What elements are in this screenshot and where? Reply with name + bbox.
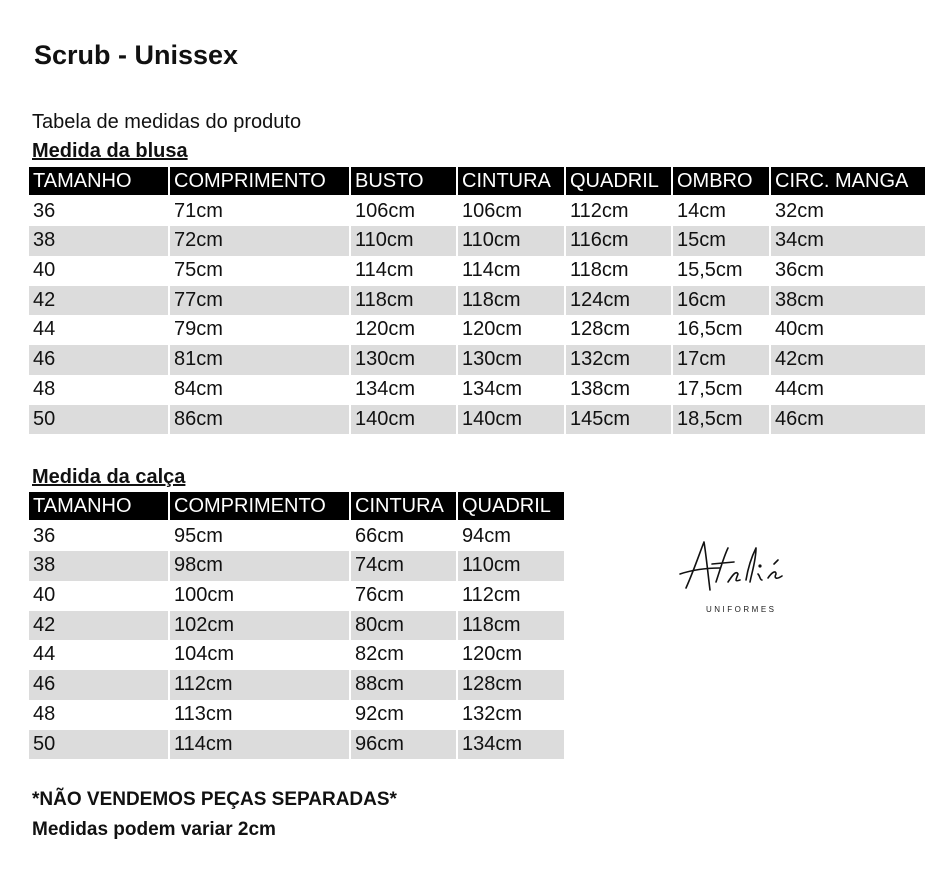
table-row [29, 286, 927, 316]
table-cell: 128cm [570, 318, 631, 341]
table-cell: 98cm [170, 551, 349, 581]
column-header: QUADRIL [458, 492, 564, 520]
table-cell: 46cm [771, 405, 925, 435]
table-cell: 16,5cm [677, 318, 743, 341]
column-header: CIRC. MANGA [771, 167, 925, 195]
table-cell: 114cm [355, 259, 414, 282]
table-cell: 120cm [462, 643, 523, 666]
table-cell: 110cm [351, 226, 456, 256]
table-cell: 50 [29, 405, 168, 435]
table-cell: 40 [33, 259, 56, 282]
table-cell: 124cm [566, 286, 671, 316]
column-header: BUSTO [351, 167, 456, 195]
table-cell: 80cm [351, 611, 456, 641]
table-cell: 44cm [775, 377, 824, 400]
table-cell: 72cm [170, 226, 349, 256]
table-row [29, 730, 566, 760]
table-cell: 134cm [462, 377, 523, 400]
table-cell: 66cm [355, 524, 404, 547]
table-cell: 46 [29, 670, 168, 700]
table-cell: 48 [33, 377, 56, 400]
table-cell: 71cm [174, 199, 223, 222]
column-header: QUADRIL [566, 167, 671, 195]
table-cell: 114cm [170, 730, 349, 760]
table-cell: 145cm [566, 405, 671, 435]
table-cell: 74cm [351, 551, 456, 581]
table-cell: 40 [33, 584, 56, 607]
blusa-size-table [29, 167, 927, 434]
table-cell: 140cm [458, 405, 564, 435]
table-cell: 112cm [570, 199, 629, 222]
table-cell: 36cm [775, 259, 824, 282]
table-cell: 110cm [458, 226, 564, 256]
table-cell: 110cm [458, 551, 564, 581]
table-cell: 134cm [355, 377, 416, 400]
table-cell: 36 [33, 199, 56, 222]
table-cell: 81cm [170, 345, 349, 375]
table-cell: 95cm [174, 524, 223, 547]
table-row [29, 611, 566, 641]
table-cell: 116cm [566, 226, 671, 256]
table-cell: 130cm [458, 345, 564, 375]
table-row [29, 345, 927, 375]
table-cell: 104cm [174, 643, 235, 666]
table-row [29, 226, 927, 256]
table-cell: 82cm [355, 643, 404, 666]
table-cell: 14cm [677, 199, 726, 222]
table-cell: 42 [29, 611, 168, 641]
table-cell: 15cm [673, 226, 769, 256]
table-cell: 48 [33, 702, 56, 725]
table-cell: 79cm [174, 318, 223, 341]
table-cell: 46 [29, 345, 168, 375]
table-cell: 120cm [462, 318, 523, 341]
table-cell: 42 [29, 286, 168, 316]
table-cell: 128cm [458, 670, 564, 700]
table-cell: 88cm [351, 670, 456, 700]
table-cell: 118cm [458, 286, 564, 316]
table-row [29, 315, 927, 345]
column-header: TAMANHO [29, 167, 168, 195]
table-cell: 18,5cm [673, 405, 769, 435]
table-row [29, 581, 566, 611]
table-header-row [29, 492, 566, 522]
calca-size-table [29, 492, 566, 759]
table-cell: 100cm [174, 584, 235, 607]
table-cell: 44 [33, 318, 56, 341]
table-cell: 38 [29, 226, 168, 256]
notice-text: *NÃO VENDEMOS PEÇAS SEPARADAS* [32, 789, 397, 810]
table-cell: 84cm [174, 377, 223, 400]
table-cell: 38cm [771, 286, 925, 316]
table-cell: 118cm [458, 611, 564, 641]
table-row [29, 256, 927, 286]
table-cell: 76cm [355, 584, 404, 607]
page-title: Scrub - Unissex [34, 40, 239, 70]
table-row [29, 522, 566, 552]
table-cell: 17,5cm [677, 377, 743, 400]
table-cell: 77cm [170, 286, 349, 316]
calca-heading: Medida da calça [32, 466, 186, 488]
table-cell: 15,5cm [677, 259, 743, 282]
page-subtitle: Tabela de medidas do produto [32, 111, 302, 133]
table-cell: 16cm [673, 286, 769, 316]
column-header: CINTURA [351, 492, 456, 520]
table-cell: 130cm [351, 345, 456, 375]
table-cell: 114cm [462, 259, 521, 282]
table-cell: 102cm [170, 611, 349, 641]
table-cell: 112cm [462, 584, 521, 607]
column-header: COMPRIMENTO [170, 167, 349, 195]
table-cell: 132cm [566, 345, 671, 375]
table-cell: 44 [33, 643, 56, 666]
table-cell: 134cm [458, 730, 564, 760]
table-row [29, 375, 927, 405]
table-cell: 113cm [174, 702, 233, 725]
table-cell: 86cm [170, 405, 349, 435]
table-header-row [29, 167, 927, 197]
table-cell: 106cm [355, 199, 416, 222]
measurement-note: Medidas podem variar 2cm [32, 819, 276, 840]
table-cell: 38 [29, 551, 168, 581]
table-cell: 138cm [570, 377, 631, 400]
blusa-heading: Medida da blusa [32, 140, 188, 162]
table-cell: 118cm [570, 259, 629, 282]
table-row [29, 670, 566, 700]
table-cell: 42cm [771, 345, 925, 375]
table-cell: 140cm [351, 405, 456, 435]
table-row [29, 405, 927, 435]
table-row [29, 700, 566, 730]
table-cell: 17cm [673, 345, 769, 375]
table-cell: 34cm [771, 226, 925, 256]
column-header: TAMANHO [29, 492, 168, 520]
table-cell: 106cm [462, 199, 523, 222]
column-header: COMPRIMENTO [170, 492, 349, 520]
table-cell: 94cm [462, 524, 511, 547]
table-cell: 40cm [775, 318, 824, 341]
table-row [29, 551, 566, 581]
logo-subtext: UNIFORMES [706, 605, 777, 614]
table-cell: 96cm [351, 730, 456, 760]
table-cell: 120cm [355, 318, 416, 341]
table-cell: 92cm [355, 702, 404, 725]
column-header: OMBRO [673, 167, 769, 195]
table-cell: 132cm [462, 702, 523, 725]
table-row [29, 197, 927, 227]
column-header: CINTURA [458, 167, 564, 195]
table-cell: 50 [29, 730, 168, 760]
table-row [29, 640, 566, 670]
table-cell: 112cm [170, 670, 349, 700]
table-cell: 75cm [174, 259, 223, 282]
table-cell: 36 [33, 524, 56, 547]
table-cell: 32cm [775, 199, 824, 222]
table-cell: 118cm [351, 286, 456, 316]
